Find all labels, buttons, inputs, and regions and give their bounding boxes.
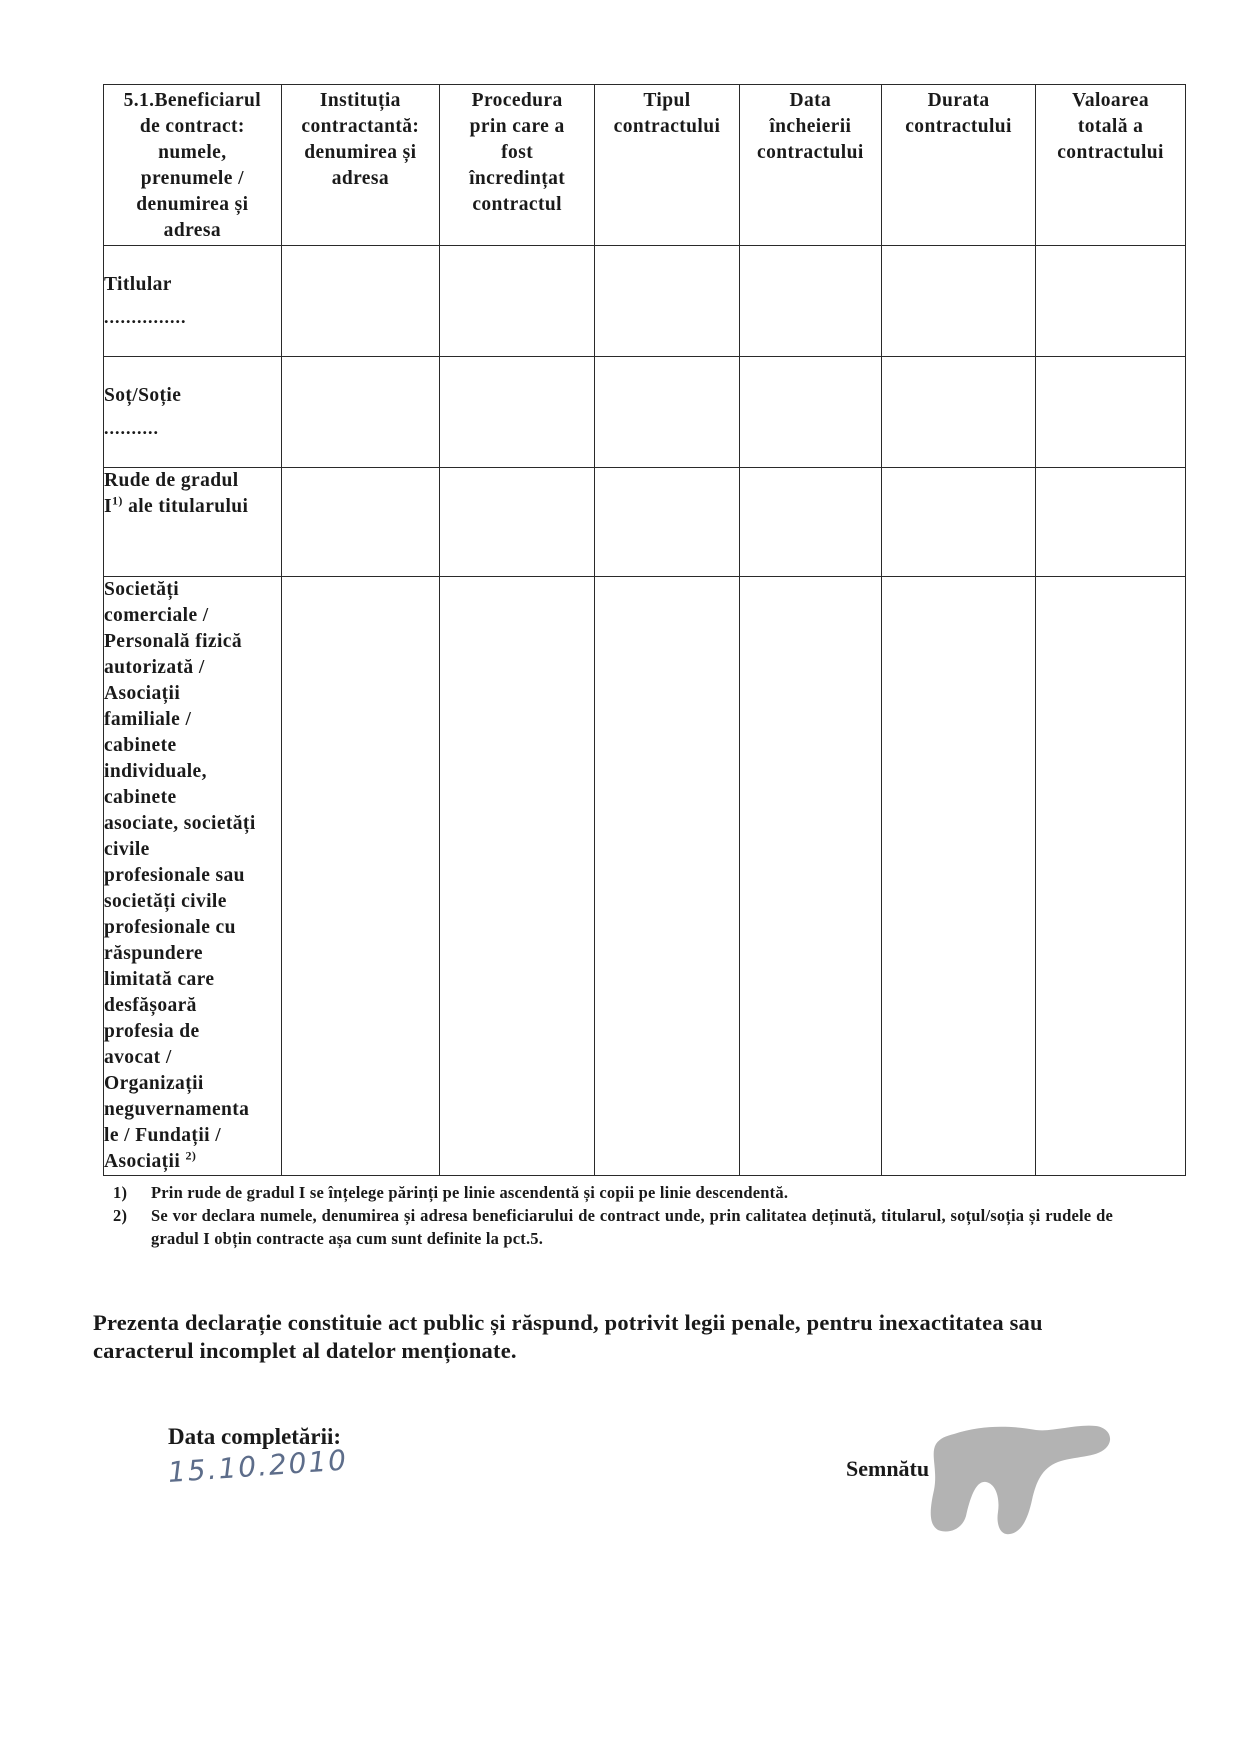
handwritten-date: 15.10.2010 (166, 1443, 350, 1489)
header-valoarea: Valoarea totală a contractului (1036, 85, 1186, 246)
header-institutia: Instituția contractantă: denumirea și adresa (281, 85, 439, 246)
contracts-table (103, 84, 1186, 1176)
table-header-row (104, 85, 1186, 246)
footnote-number: 1) (113, 1183, 128, 1202)
table-cell (595, 246, 739, 357)
table-cell (739, 357, 881, 468)
signature-label: Semnătu (846, 1456, 930, 1481)
table-cell (1036, 357, 1186, 468)
footnote-2 (113, 1204, 1113, 1250)
table-cell (739, 468, 881, 577)
table-cell (1036, 577, 1186, 1176)
table-cell (882, 577, 1036, 1176)
table-cell (281, 357, 439, 468)
footnote-1 (113, 1181, 1113, 1204)
sot-label: Soț/Soție (104, 385, 182, 406)
table-cell (281, 577, 439, 1176)
table-cell (595, 577, 739, 1176)
row-label-sot (104, 357, 282, 468)
signature-redaction (924, 1420, 1114, 1538)
footnote-text: Prin rude de gradul I se înțelege părinți pe linie ascendentă și copii pe linie descendentă. (151, 1183, 789, 1202)
table-cell (440, 577, 595, 1176)
sot-dots: .......... (104, 418, 159, 438)
table-cell (281, 246, 439, 357)
date-label: Data completării: (168, 1424, 342, 1449)
table-cell (882, 246, 1036, 357)
footnote-ref-1: 1) (112, 493, 123, 508)
header-procedura: Procedura prin care a fost încredințat contractul (440, 85, 595, 246)
table-cell (440, 246, 595, 357)
table-cell (882, 468, 1036, 577)
table-cell (1036, 468, 1186, 577)
rude-label: Rude de gradul (104, 470, 239, 491)
table-row-rude (104, 468, 1186, 577)
header-data-incheierii: Data încheierii contractului (739, 85, 881, 246)
table-cell (440, 468, 595, 577)
table-cell (739, 577, 881, 1176)
header-beneficiar: 5.1.Beneficiarul de contract: numele, prenumele / denumirea și adresa (104, 85, 282, 246)
table-cell (739, 246, 881, 357)
table-cell (595, 357, 739, 468)
header-durata: Durata contractului (882, 85, 1036, 246)
table-cell (1036, 246, 1186, 357)
titular-dots: ............... (104, 307, 187, 327)
titular-label: Titlular (104, 274, 172, 295)
row-label-titular (104, 246, 282, 357)
table-cell (281, 468, 439, 577)
societati-label: Societăți comerciale / Personală fizică autorizată / Asociații familiale / cabinete individuale, cabinete asociate, societăți civile profesionale sau societăți civile profesionale cu răspundere limitată care desfășoară profesia de avocat / Organizații neguvernamenta le / Fundații / Asociații (104, 579, 256, 1172)
footnotes (113, 1181, 1113, 1250)
row-label-rude (104, 468, 282, 577)
declaration-statement: Prezenta declarație constituie act public și răspund, potrivit legii penale, pentru inexactitatea sau caracterul incomplet al datelor menționate. (93, 1310, 1043, 1363)
table-row-titular (104, 246, 1186, 357)
rude-roman: I (104, 496, 112, 517)
footnote-ref-2: 2) (185, 1148, 197, 1163)
table-row-sot (104, 357, 1186, 468)
row-label-societati (104, 577, 282, 1176)
table-row-societati (104, 577, 1186, 1176)
table-cell (595, 468, 739, 577)
footnote-number: 2) (113, 1206, 128, 1225)
header-tipul: Tipul contractului (595, 85, 739, 246)
footnote-text: Se vor declara numele, denumirea și adresa beneficiarului de contract unde, prin calitatea deținută, titularul, soțul/soția și rudele de gradul I obțin contracte așa cum sunt definite la pct.5. (151, 1206, 1113, 1248)
rude-label-line2: ale titularului (128, 496, 249, 517)
table-cell (882, 357, 1036, 468)
table-cell (440, 357, 595, 468)
